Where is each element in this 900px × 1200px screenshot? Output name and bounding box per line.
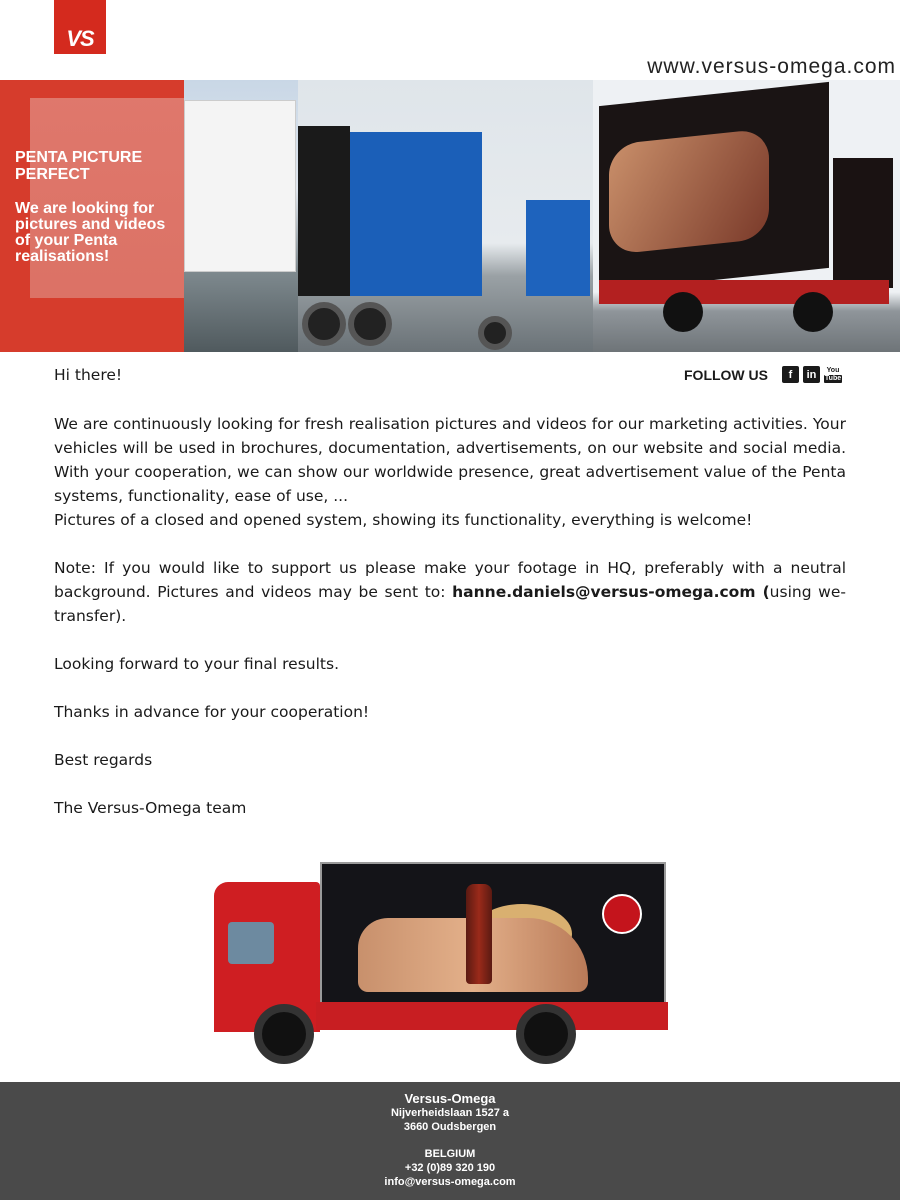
logo-text: VS [66,26,94,51]
white-truck-box [184,100,296,272]
cabin-window [228,922,274,964]
truck-cab [298,126,350,296]
truck-cargo-box [320,862,666,1006]
coca-cola-truck-image [194,860,672,1066]
follow-us [684,366,842,383]
brand-logo-graphic [602,894,642,934]
greeting: Hi there! [54,366,123,384]
note-text-end: using we-transfer). [54,583,846,625]
letter-body [54,412,846,820]
truck-chassis [599,280,889,304]
paragraph-looking-forward: Looking forward to your final results. [54,655,339,673]
footer-street: Nijverheidslaan 1527 a [390,1107,509,1119]
note-text: Note: If you would like to support us please make your footage in HQ, preferably with a neutral background. Pictures and videos may be sent to: [54,559,846,601]
truck-box [833,158,893,288]
wheel [302,302,346,346]
footer [0,1082,900,1200]
footer-city: 3660 Oudsbergen [403,1121,497,1133]
white-truck-photo [184,80,298,352]
footer-country: BELGIUM [424,1148,476,1160]
paragraph-welcome: Pictures of a closed and opened system, showing its functionality, everything is welcome! [54,511,753,529]
website-link[interactable]: www.versus-omega.com [647,55,896,78]
footer-email[interactable]: info@versus-omega.com [384,1176,516,1188]
blue-curtain [526,200,590,296]
youtube-icon-bottom: Tube [824,374,842,382]
blue-curtain [350,132,482,296]
closing-regards: Best regards [54,751,153,769]
blue-trucks-photo [298,80,593,352]
follow-us-label: FOLLOW US [684,366,768,383]
facebook-icon[interactable]: f [782,366,799,383]
wheel [516,1004,576,1064]
signature: The Versus-Omega team [54,799,247,817]
truck-chassis [316,1002,668,1030]
wheel [348,302,392,346]
wheel [254,1004,314,1064]
hero-banner [0,80,900,352]
paragraph-note [54,556,846,628]
banner-title: PENTA PICTURE PERFECT [15,149,143,183]
bottle-graphic [466,884,492,984]
youtube-icon[interactable] [824,366,842,383]
wheel [478,316,512,350]
truck-box [599,82,829,292]
wheel [663,292,703,332]
faded-truck-image [30,98,184,298]
linkedin-icon[interactable]: in [803,366,820,383]
youtube-icon-top: You [826,366,840,374]
footer-phone[interactable]: +32 (0)89 320 190 [404,1162,496,1174]
coca-cola-trucks-photo [593,80,900,352]
ad-graphic [609,128,769,255]
footer-company: Versus-Omega [404,1091,496,1106]
paragraph-intro: We are continuously looking for fresh realisation pictures and videos for our marketing activities. Your vehicles will be used in brochures, documentation, advertisements, on our website and social media. With your cooperation, we can show our worldwide presence, great advertisement value of the Penta systems, functionality, ease of use, ... [54,415,846,505]
paragraph-thanks: Thanks in advance for your cooperation! [54,703,370,721]
wheel [793,292,833,332]
banner-red-panel [0,80,184,352]
versus-omega-logo[interactable] [54,0,106,54]
banner-subtitle: We are looking for pictures and videos of your Penta realisations! [15,200,166,265]
contact-email-link[interactable]: hanne.daniels@versus-omega.com ( [452,583,770,601]
